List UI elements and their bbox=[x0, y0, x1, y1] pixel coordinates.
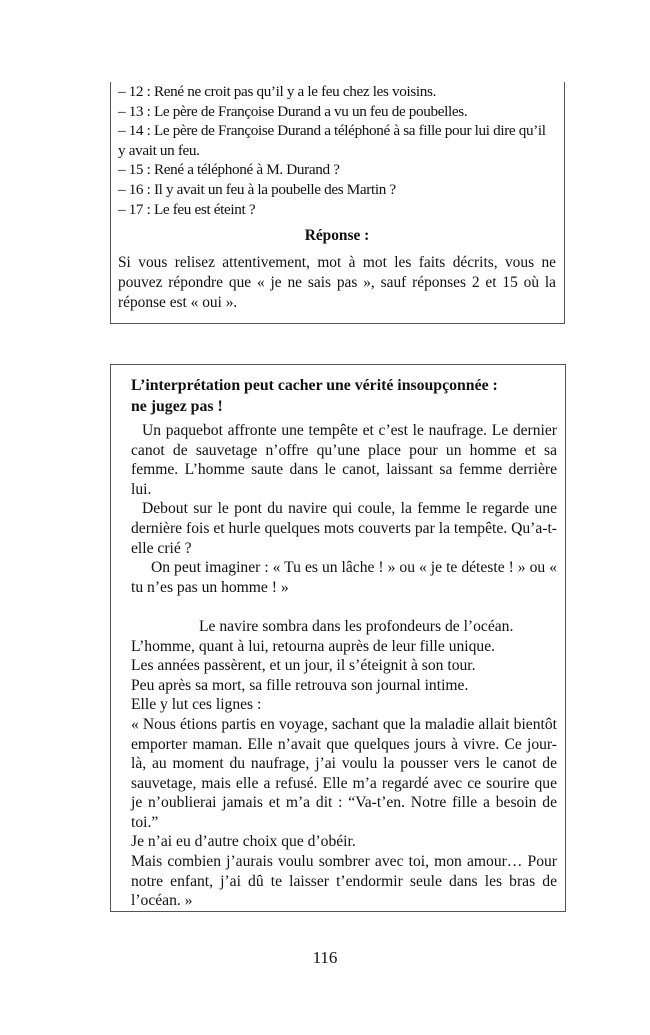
question-line: – 12 : René ne croit pas qu’il y a le feu chez les voisins. bbox=[118, 83, 437, 100]
story-title bbox=[131, 376, 557, 417]
story-line: Les années passèrent, et un jour, il s’éteignit à son tour. bbox=[131, 657, 476, 675]
question-line: – 16 : Il y avait un feu à la poubelle des Martin ? bbox=[118, 180, 396, 198]
response-text: Si vous relisez attentivement, mot à mot les faits décrits, vous ne pouvez répondre que « je ne sais pas », sauf réponses 2 et 15 où la réponse est « oui ». bbox=[118, 254, 556, 311]
response-title: Réponse : bbox=[304, 227, 370, 245]
story-line: Peu après sa mort, sa fille retrouva son journal intime. bbox=[131, 676, 469, 694]
story-line: Elle y lut ces lignes : bbox=[131, 696, 262, 714]
story-line: Je n’ai eu d’autre choix que d’obéir. bbox=[131, 833, 356, 851]
story-box bbox=[110, 364, 566, 912]
story-paragraph: Mais combien j’aurais voulu sombrer avec toi, mon amour… Pour notre enfant, j’ai dû te laisser t’endormir seule dans les bras de l’océan. » bbox=[131, 853, 557, 910]
blank-line bbox=[131, 597, 557, 617]
question-line: – 17 : Le feu est éteint ? bbox=[118, 200, 256, 218]
story-paragraph: Le navire sombra dans les profondeurs de l’océan. bbox=[199, 617, 514, 635]
story-paragraph: Debout sur le pont du navire qui coule, la femme le regarde une dernière fois et hurle quelques mots couverts par la tempête. Qu’a-t-elle crié ? bbox=[131, 500, 557, 557]
answers-box bbox=[110, 82, 565, 324]
question-line: – 15 : René a téléphoné à M. Durand ? bbox=[118, 161, 340, 179]
story-paragraph: On peut imaginer : « Tu es un lâche ! » ou « je te déteste ! » ou « tu n’es pas un homme ! » bbox=[131, 559, 557, 596]
question-line: – 14 : Le père de Françoise Durand a téléphoné à sa fille pour lui dire qu’il y avait un feu. bbox=[118, 122, 546, 159]
story-title-line: ne jugez pas ! bbox=[131, 397, 223, 415]
question-list bbox=[118, 82, 556, 219]
question-line: – 13 : Le père de Françoise Durand a vu un feu de poubelles. bbox=[118, 102, 468, 120]
story-paragraph: « Nous étions partis en voyage, sachant que la maladie allait bientôt emporter maman. Elle n’avait que quelques jours à vivre. Ce jour-là, au moment du naufrage, j’ai voulu la pousser vers le canot de sauvetage, mais elle a refusé. Elle m’a regardé avec ce sourire que je n’oublierai jamais et m’a dit : “Va-t’en. Notre fille a besoin de toi.” bbox=[131, 715, 557, 831]
story-line: L’homme, quant à lui, retourna auprès de leur fille unique. bbox=[131, 637, 496, 655]
story-title-line: L’interprétation peut cacher une vérité insoupçonnée : bbox=[131, 377, 498, 394]
page-number: 116 bbox=[312, 948, 338, 967]
story-paragraph: Un paquebot affronte une tempête et c’est le naufrage. Le dernier canot de sauvetage n’offre qu’une place pour un homme et sa femme. L’homme saute dans le canot, laissant sa femme derrière lui. bbox=[131, 422, 557, 498]
